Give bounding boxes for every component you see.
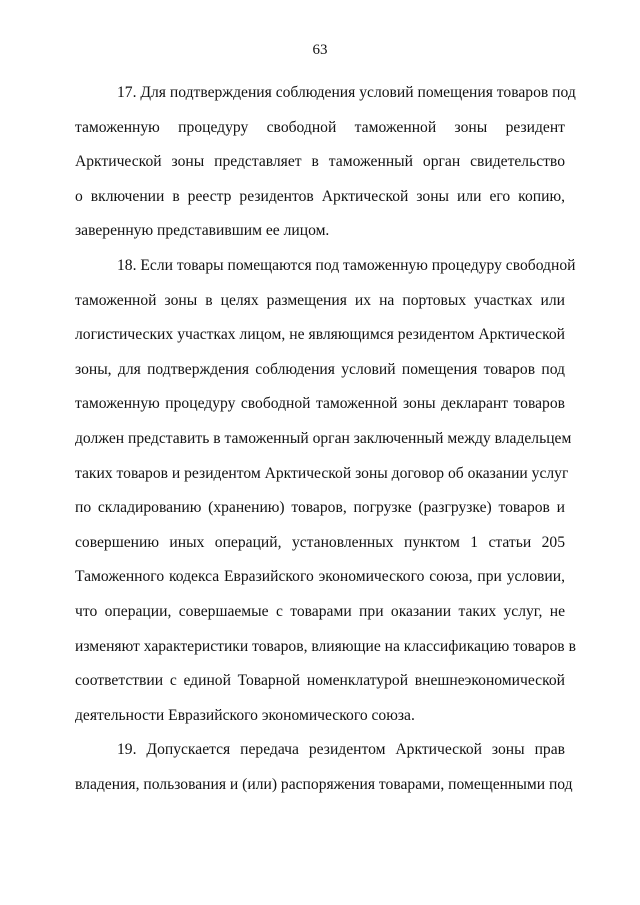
paragraph-line: таких товаров и резидентом Арктической зоны договор об оказании услуг — [75, 464, 569, 482]
paragraph-line: зоны, для подтверждения соблюдения условий помещения товаров под — [75, 360, 565, 378]
paragraph-line: должен представить в таможенный орган заключенный между владельцем — [75, 429, 572, 447]
paragraph-line: Арктической зоны представляет в таможенный орган свидетельство — [75, 153, 565, 171]
paragraph-line: таможенную процедуру свободной таможенной зоны резидент — [75, 118, 565, 136]
paragraph-line: о включении в реестр резидентов Арктической зоны или его копию, — [75, 187, 565, 205]
paragraph-line: изменяют характеристики товаров, влияющие на классификацию товаров в — [75, 637, 576, 655]
paragraph-line: 17. Для подтверждения соблюдения условий помещения товаров под — [117, 84, 576, 101]
paragraph-line: что операции, совершаемые с товарами при оказании таких услуг, не — [75, 602, 565, 620]
paragraph-line: по складированию (хранению) товаров, погрузке (разгрузке) товаров и — [75, 499, 565, 517]
paragraph-line: Таможенного кодекса Евразийского экономического союза, при условии, — [75, 568, 565, 586]
paragraph-19 — [75, 740, 573, 809]
paragraph-line: таможенной зоны в целях размещения их на портовых участках или — [75, 291, 565, 309]
paragraph-17 — [75, 83, 576, 256]
paragraph-line: владения, пользования и (или) распоряжения товарами, помещенными под — [75, 775, 573, 793]
paragraph-line: логистических участках лицом, не являющимся резидентом Арктической — [75, 326, 565, 344]
paragraph-line: совершению иных операций, установленных пунктом 1 статьи 205 — [75, 533, 565, 551]
paragraph-line: таможенную процедуру свободной таможенной зоны декларант товаров — [75, 395, 565, 413]
paragraph-line: 18. Если товары помещаются под таможенную процедуру свободной — [117, 257, 576, 274]
page-number: 63 — [312, 42, 328, 58]
paragraph-line: заверенную представившим ее лицом. — [75, 222, 330, 240]
paragraph-line: соответствии с единой Товарной номенклатурой внешнеэкономической — [75, 672, 565, 690]
paragraph-18 — [75, 256, 576, 740]
paragraph-line: деятельности Евразийского экономического союза. — [75, 706, 415, 724]
paragraph-line: 19. Допускается передача резидентом Арктической зоны прав — [117, 741, 565, 758]
